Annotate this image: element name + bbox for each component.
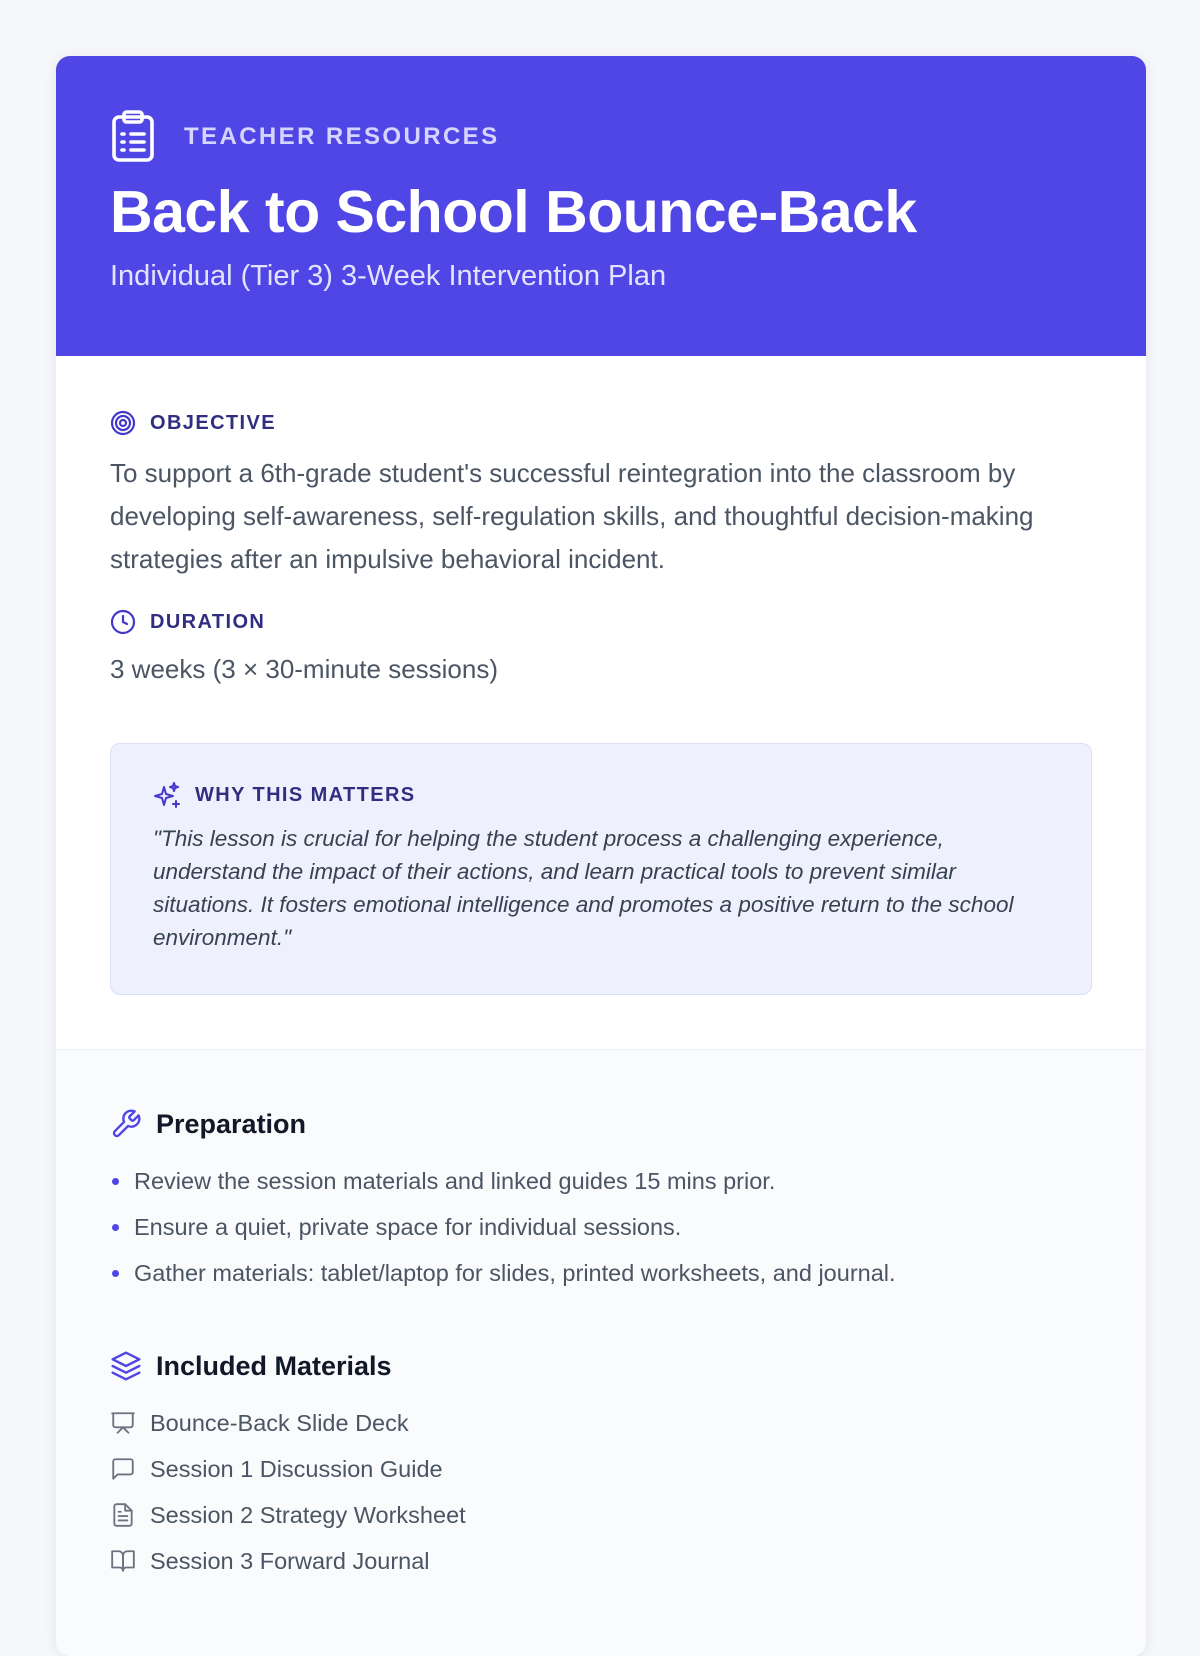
material-item-label: Session 2 Strategy Worksheet	[150, 1501, 466, 1528]
materials-heading-row	[110, 1346, 1092, 1386]
bullet-dot	[112, 1270, 119, 1277]
overview-section	[56, 356, 1146, 1049]
eyebrow-label: TEACHER RESOURCES	[184, 123, 500, 150]
objective-label-row	[110, 408, 1092, 438]
page-title: Back to School Bounce-Back	[110, 179, 917, 245]
file-text-icon	[110, 1502, 136, 1528]
target-icon	[110, 410, 136, 436]
material-item-slide-deck[interactable]	[110, 1400, 1092, 1446]
material-item-label: Session 3 Forward Journal	[150, 1547, 430, 1574]
objective-text: To support a 6th-grade student's successful reintegration into the classroom by developing self-awareness, self-regulation skills, and thoughtful decision-making strategies after an impulsive behavioral incident.	[110, 458, 1034, 574]
preparation-item	[110, 1250, 1092, 1296]
lesson-card	[56, 56, 1146, 1656]
layers-icon	[110, 1350, 142, 1382]
material-item-forward-journal[interactable]	[110, 1538, 1092, 1584]
material-item-strategy-worksheet[interactable]	[110, 1492, 1092, 1538]
material-item-label: Bounce-Back Slide Deck	[150, 1409, 409, 1436]
materials-list	[110, 1400, 1092, 1584]
preparation-item-text: Review the session materials and linked guides 15 mins prior.	[134, 1168, 776, 1194]
clock-icon	[110, 609, 136, 635]
bullet-dot	[112, 1224, 119, 1231]
eyebrow-row	[110, 110, 1092, 162]
presentation-icon	[110, 1410, 136, 1436]
duration-label: DURATION	[150, 610, 266, 633]
card-header	[56, 56, 1146, 356]
sparkles-icon	[153, 781, 181, 809]
why-this-matters-callout	[110, 743, 1092, 995]
preparation-item-text: Gather materials: tablet/laptop for slides, printed worksheets, and journal.	[134, 1260, 896, 1286]
clipboard-list-icon	[110, 110, 156, 162]
wrench-icon	[110, 1108, 142, 1140]
bullet-dot	[112, 1178, 119, 1185]
preparation-item	[110, 1158, 1092, 1204]
why-label-row	[153, 780, 1049, 810]
preparation-item-text: Ensure a quiet, private space for individual sessions.	[134, 1214, 682, 1240]
book-open-icon	[110, 1548, 136, 1574]
why-quote: "This lesson is crucial for helping the student process a challenging experience, understand the impact of their actions, and learn practical tools to prevent similar situations. It fosters emotional intelligence and promotes a positive return to the school environment."	[153, 826, 1014, 950]
preparation-title: Preparation	[156, 1108, 307, 1139]
resources-section	[56, 1050, 1146, 1656]
preparation-list	[110, 1158, 1092, 1296]
page-subtitle: Individual (Tier 3) 3-Week Intervention Plan	[110, 260, 667, 292]
why-label: WHY THIS MATTERS	[195, 783, 416, 806]
duration-text: 3 weeks (3 × 30-minute sessions)	[110, 654, 499, 684]
material-item-label: Session 1 Discussion Guide	[150, 1455, 443, 1482]
objective-label: OBJECTIVE	[150, 411, 276, 434]
material-item-discussion-guide[interactable]	[110, 1446, 1092, 1492]
message-square-icon	[110, 1456, 136, 1482]
preparation-item	[110, 1204, 1092, 1250]
materials-title: Included Materials	[156, 1350, 392, 1381]
duration-label-row	[110, 607, 1092, 637]
preparation-heading-row	[110, 1104, 1092, 1144]
